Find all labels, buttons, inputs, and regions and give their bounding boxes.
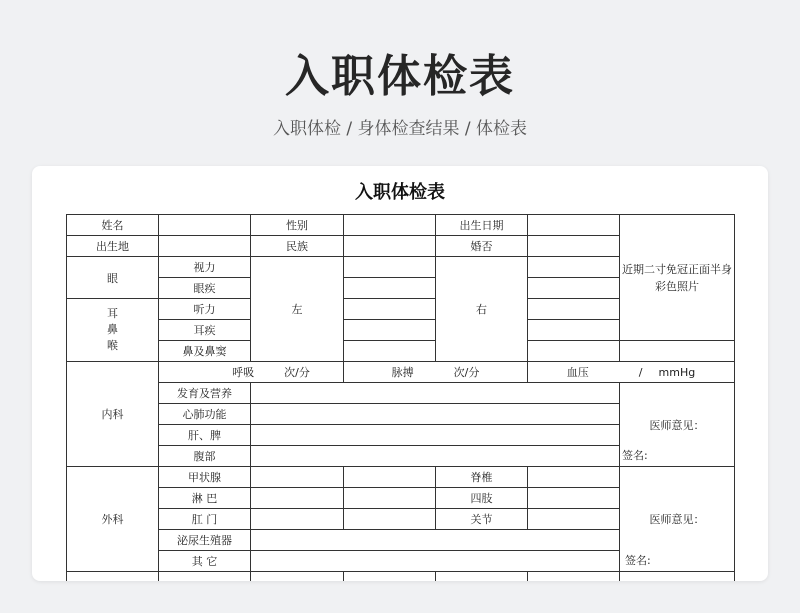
internal-sign-label: 签名: [622, 449, 648, 462]
pulse-unit: 次/分 [453, 366, 480, 379]
heart-lung-label: 心肺功能 [159, 404, 251, 425]
abdomen-label: 腹部 [159, 446, 251, 467]
page-title: 入职体检表 [285, 51, 515, 102]
hearing-left-field[interactable] [344, 299, 436, 320]
other-field[interactable] [251, 551, 620, 572]
vision-right-field[interactable] [528, 257, 620, 278]
blood-pressure-cell[interactable] [528, 362, 735, 383]
next-row-cell-4 [344, 572, 436, 582]
lymph-field-b[interactable] [344, 488, 436, 509]
limbs-label: 四肢 [436, 488, 528, 509]
next-row-cell-2 [159, 572, 251, 582]
surgery-section-label: 外科 [67, 467, 159, 572]
next-row-cell-7 [620, 572, 735, 582]
ear-disease-right-field[interactable] [528, 320, 620, 341]
marital-field[interactable] [528, 236, 620, 257]
birthplace-field[interactable] [159, 236, 251, 257]
nose-sinus-left-field[interactable] [344, 341, 436, 362]
vision-label: 视力 [159, 257, 251, 278]
thyroid-label: 甲状腺 [159, 467, 251, 488]
gender-label: 性别 [251, 215, 344, 236]
internal-doctor-opinion-label: 医师意见： [649, 418, 705, 432]
liver-spleen-label: 肝、脾 [159, 425, 251, 446]
spine-field[interactable] [528, 467, 620, 488]
left-label: 左 [251, 257, 344, 362]
abdomen-field[interactable] [251, 446, 620, 467]
blood-pressure-label: 血压 [566, 366, 589, 379]
thyroid-field-b[interactable] [344, 467, 436, 488]
name-field[interactable] [159, 215, 251, 236]
nose-sinus-right-field[interactable] [528, 341, 620, 362]
internal-section-label: 内科 [67, 362, 159, 467]
anus-label: 肛 门 [159, 509, 251, 530]
other-label: 其 它 [159, 551, 251, 572]
ear-disease-label: 耳疾 [159, 320, 251, 341]
exam-form-table [66, 214, 735, 581]
ent-label-throat: 喉 [107, 339, 118, 352]
ent-label-nose: 鼻 [107, 323, 118, 336]
next-row-cell-3 [251, 572, 344, 582]
thyroid-field-a[interactable] [251, 467, 344, 488]
birth-date-label: 出生日期 [436, 215, 528, 236]
urogenital-label: 泌尿生殖器 [159, 530, 251, 551]
next-row-cell-1 [67, 572, 159, 582]
ear-disease-left-field[interactable] [344, 320, 436, 341]
pulse-cell[interactable] [344, 362, 528, 383]
nose-sinus-label: 鼻及鼻窦 [159, 341, 251, 362]
eye-disease-left-field[interactable] [344, 278, 436, 299]
joints-label: 关节 [436, 509, 528, 530]
bp-slash: / [638, 366, 643, 379]
development-field[interactable] [251, 383, 620, 404]
vision-left-field[interactable] [344, 257, 436, 278]
next-row-cell-5 [436, 572, 528, 582]
form-card [32, 166, 768, 581]
heart-lung-field[interactable] [251, 404, 620, 425]
hearing-label: 听力 [159, 299, 251, 320]
anus-field-b[interactable] [344, 509, 436, 530]
joints-field[interactable] [528, 509, 620, 530]
surgery-doctor-opinion-label: 医师意见： [649, 513, 705, 526]
photo-area[interactable]: 近期二寸免冠正面半身彩色照片 [620, 215, 735, 341]
ethnicity-field[interactable] [344, 236, 436, 257]
ent-label-ear: 耳 [107, 307, 118, 320]
lymph-label: 淋 巴 [159, 488, 251, 509]
page-subtitle: 入职体检 / 身体检查结果 / 体检表 [272, 119, 528, 139]
lymph-field-a[interactable] [251, 488, 344, 509]
birthplace-label: 出生地 [67, 236, 159, 257]
document-title: 入职体检表 [355, 182, 445, 203]
right-label: 右 [436, 257, 528, 362]
photo-below-field[interactable] [620, 341, 735, 362]
urogenital-field[interactable] [251, 530, 620, 551]
spine-label: 脊椎 [436, 467, 528, 488]
eye-disease-label: 眼疾 [159, 278, 251, 299]
breathing-unit: 次/分 [284, 366, 310, 379]
marital-label: 婚否 [436, 236, 528, 257]
ent-section-label [67, 299, 159, 362]
eye-section-label: 眼 [67, 257, 159, 299]
hearing-right-field[interactable] [528, 299, 620, 320]
development-label: 发育及营养 [159, 383, 251, 404]
limbs-field[interactable] [528, 488, 620, 509]
internal-doctor-opinion[interactable] [620, 383, 735, 467]
gender-field[interactable] [344, 215, 436, 236]
ethnicity-label: 民族 [251, 236, 344, 257]
surgery-sign-label: 签名: [625, 554, 651, 567]
bp-unit: mmHg [658, 366, 696, 379]
breathing-cell[interactable] [159, 362, 344, 383]
surgery-doctor-opinion[interactable] [620, 467, 735, 572]
breathing-label: 呼吸 [232, 366, 255, 379]
liver-spleen-field[interactable] [251, 425, 620, 446]
birth-date-field[interactable] [528, 215, 620, 236]
anus-field-a[interactable] [251, 509, 344, 530]
eye-disease-right-field[interactable] [528, 278, 620, 299]
next-row-cell-6 [528, 572, 620, 582]
name-label: 姓名 [67, 215, 159, 236]
pulse-label: 脉搏 [391, 366, 414, 379]
